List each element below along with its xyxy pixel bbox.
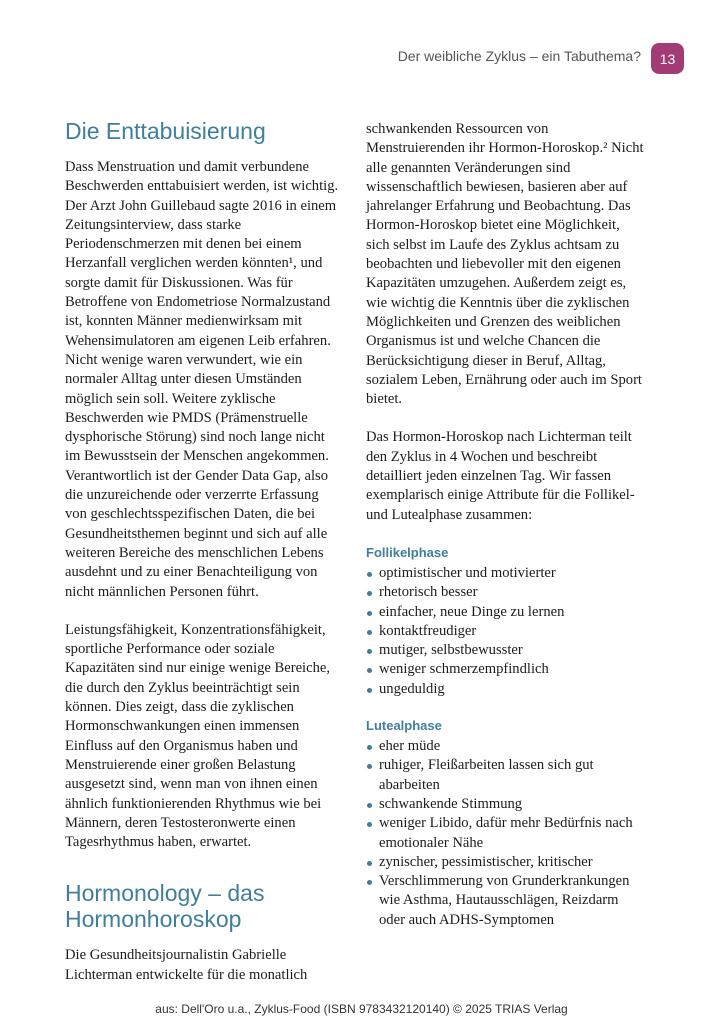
list-item: schwankende Stimmung <box>366 795 644 814</box>
page-header <box>0 43 723 75</box>
right-column <box>366 118 644 948</box>
running-header-title: Der weibliche Zyklus – ein Tabuthema? <box>397 48 641 64</box>
list-item: mutiger, selbstbewusster <box>366 641 644 660</box>
list-item: ungeduldig <box>366 680 644 699</box>
paragraph: Dass Menstruation und damit verbundene Beschwerden enttabuisiert werden, ist wichtig. Der Arzt John Guillebaud sagte 2016 in einem Zeitungsinterview, dass starke Periodenschmerzen mit denen bei einem Herzanfall verglichen werden könnten¹, und sorgte damit für Diskussionen. Was für Betroffene von Endometriose Normalzustand ist, konnten Männer medienwirksam mit Wehensimulatoren am eigenen Leib erfahren. Nicht wenige waren verwundert, wie ein normaler Alltag unter diesen Umständen möglich sein soll. Weitere zyklische Beschwerden wie PMDS (Prämenstruelle dysphorische Störung) sind noch lange nicht im Bewusstsein der Menschen angekommen. Verantwortlich ist der Gender Data Gap, also die unzureichende oder verzerrte Erfassung von geschlechtsspezifischen Daten, die bei Gesundheitsthemen beginnt und sich auf alle weiteren Bereiche des menschlichen Lebens ausdehnt und zu einer Benachteiligung von nicht männlichen Personen führt. <box>65 159 339 600</box>
list-item: weniger schmerzempfindlich <box>366 660 644 679</box>
list-item: weniger Libido, dafür mehr Bedürfnis nach emotionaler Nähe <box>366 814 644 853</box>
list-item: rhetorisch besser <box>366 583 644 602</box>
page-number-badge: 13 <box>651 43 684 74</box>
paragraph: Leistungsfähigkeit, Konzentrationsfähigkeit, sportliche Performance oder soziale Kapazitäten sind nur einige wenige Bereiche, die durch den Zyklus beeinträchtigt sein können. Dies zeigt, dass die zyklischen Hormonschwankungen einen immensen Einfluss auf den Organismus haben und Menstruierende einer großen Belastung ausgesetzt sind, wenn man von ihnen einen ähnlich funktionierenden Rhythmus wie bei Männern, deren Testosteronwerte einen Tagesrhythmus haben, erwartet. <box>65 621 331 851</box>
list-item: ruhiger, Fleißarbeiten lassen sich gut abarbeiten <box>366 756 644 795</box>
left-column <box>65 118 343 1004</box>
list-item: optimistischer und motivierter <box>366 564 644 583</box>
list-item: zynischer, pessimistischer, kritischer <box>366 853 644 872</box>
list-item: einfacher, neue Dinge zu lernen <box>366 603 644 622</box>
follikelphase-heading: Follikelphase <box>366 544 449 560</box>
paragraph: schwankenden Ressourcen von Menstruierenden ihr Hormon-Horoskop.² Nicht alle genannten Veränderungen sind wissenschaftlich bewiesen, basieren aber auf jahrelanger Erfahrung und Beobachtung. Das Hormon-Horoskop bietet eine Möglichkeit, sich selbst im Laufe des Zyklus achtsam zu beobachten und liebevoller mit den eigenen Kapazitäten umzugehen. Außerdem zeigt es, wie wichtig die Kenntnis über die zyklischen Möglichkeiten und Grenzen des weiblichen Organismus ist und welche Chancen die Berücksichtigung dieser in Beruf, Alltag, sozialem Leben, Ernährung oder auch im Sport bietet. <box>366 121 644 408</box>
paragraph: Das Hormon-Horoskop nach Lichterman teilt den Zyklus in 4 Wochen und beschreibt detailliert jeden einzelnen Tag. Wir fassen exemplarisch einige Attribute für die Follikel- und Lutealphase zusammen: <box>366 429 635 523</box>
section-heading-enttabuisierung: Die Enttabuisierung <box>65 118 266 144</box>
source-footer: aus: Dell'Oro u.a., Zyklus-Food (ISBN 9783432120140) © 2025 TRIAS Verlag <box>155 1002 568 1016</box>
paragraph: Die Gesundheitsjournalistin Gabrielle Lichterman entwickelte für die monatlich <box>65 947 308 983</box>
lutealphase-list <box>366 737 644 930</box>
list-item: eher müde <box>366 737 644 756</box>
list-item: Verschlimmerung von Grunderkrankungen wie Asthma, Hautausschlägen, Reizdarm oder auch ADHS-Symptomen <box>366 872 644 930</box>
follikelphase-list <box>366 564 644 699</box>
list-item: kontaktfreudiger <box>366 622 644 641</box>
lutealphase-heading: Lutealphase <box>366 718 442 734</box>
section-heading-hormonology: Hormonology – das Hormonhoroskop <box>65 880 265 933</box>
